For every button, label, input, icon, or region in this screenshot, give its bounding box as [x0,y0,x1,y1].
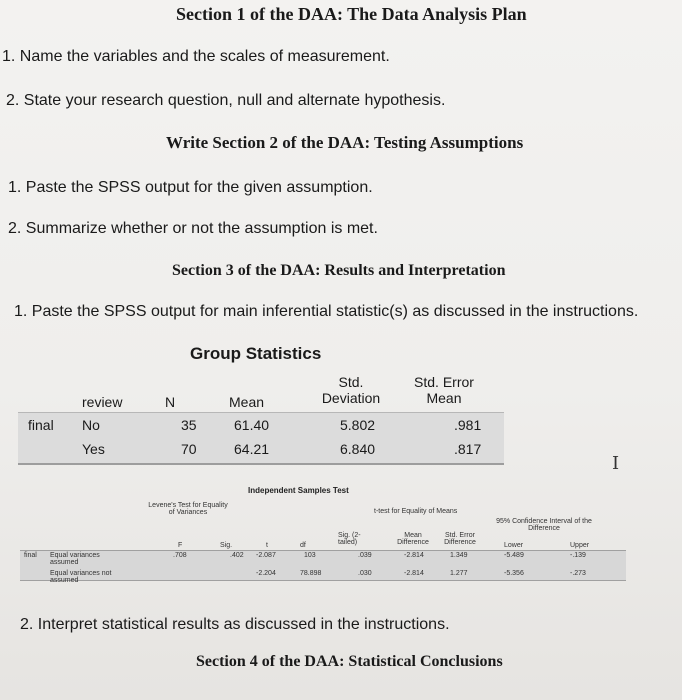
df-not-assumed: 78.898 [300,570,322,577]
levene-header: Levene's Test for Equality of Variances [148,502,228,516]
col-t: t [266,542,268,549]
df-assumed: 103 [304,552,316,559]
n-yes: 70 [181,441,197,457]
col-upper: Upper [570,542,590,549]
section2-item-2: 2. Summarize whether or not the assumption is met. [8,220,378,237]
header-review: review [82,394,123,410]
lower-assumed: -5.489 [504,552,524,559]
col-sig-2-tailed: Sig. (2-tailed) [338,532,361,546]
text-cursor-icon: I [612,453,620,474]
header-mean: Mean [229,394,265,410]
lower-not-assumed: -5.356 [504,570,524,577]
col-f: F [178,542,183,549]
sig-value: .402 [230,552,244,559]
col-df: df [300,542,306,549]
upper-not-assumed: -.273 [570,570,586,577]
sed-not-assumed: 1.277 [450,570,468,577]
section1-item-1: 1. Name the variables and the scales of measurement. [2,48,390,65]
sd-no: 5.802 [340,417,376,433]
col-sig: Sig. [220,542,233,549]
se-no: .981 [454,417,482,433]
sig2-not-assumed: .030 [358,570,372,577]
section4-title: Section 4 of the DAA: Statistical Conclusions [196,653,503,670]
group-no: No [82,417,100,433]
col-std-error-difference: Std. Error Difference [444,532,476,546]
ci-header: 95% Confidence Interval of the Difference [496,518,592,532]
md-not-assumed: -2.814 [404,570,424,577]
row-label-equal-variances-not-assumed: Equal variances not assumed [50,570,112,584]
divider [20,550,626,551]
section1-item-2: 2. State your research question, null and alternate hypothesis. [6,92,446,109]
row-label-final: final [28,417,54,433]
section2-item-1: 1. Paste the SPSS output for the given assumption. [8,179,373,196]
md-assumed: -2.814 [404,552,424,559]
ttest-header: t-test for Equality of Means [374,508,458,515]
group-stats-title: Group Statistics [190,344,322,363]
sig2-assumed: .039 [358,552,372,559]
header-std-deviation: Std. Deviation [321,374,381,406]
group-yes: Yes [82,441,105,457]
row-label-final: final [24,552,37,559]
section3-title: Section 3 of the DAA: Results and Interpretation [172,262,506,279]
t-assumed: -2.087 [256,552,276,559]
se-yes: .817 [454,441,482,457]
section1-title: Section 1 of the DAA: The Data Analysis Plan [176,4,527,24]
col-lower: Lower [504,542,524,549]
upper-assumed: -.139 [570,552,586,559]
mean-yes: 64.21 [234,441,270,457]
row-label-equal-variances-assumed: Equal variances assumed [50,552,100,566]
group-statistics-table [18,370,504,462]
header-n: N [165,394,176,410]
sd-yes: 6.840 [340,441,376,457]
header-std-error-mean: Std. Error Mean [414,374,474,406]
section2-title: Write Section 2 of the DAA: Testing Assumptions [166,133,524,152]
sed-assumed: 1.349 [450,552,468,559]
independent-samples-test-table [20,484,630,594]
mean-no: 61.40 [234,417,270,433]
ind-test-title: Independent Samples Test [248,486,349,495]
f-value: .708 [173,552,187,559]
t-not-assumed: -2.204 [256,570,276,577]
n-no: 35 [181,417,197,433]
section3-item-2: 2. Interpret statistical results as discussed in the instructions. [20,616,450,633]
col-mean-difference: Mean Difference [397,532,429,546]
section3-item-1: 1. Paste the SPSS output for main inferential statistic(s) as discussed in the instructions. [14,303,639,320]
